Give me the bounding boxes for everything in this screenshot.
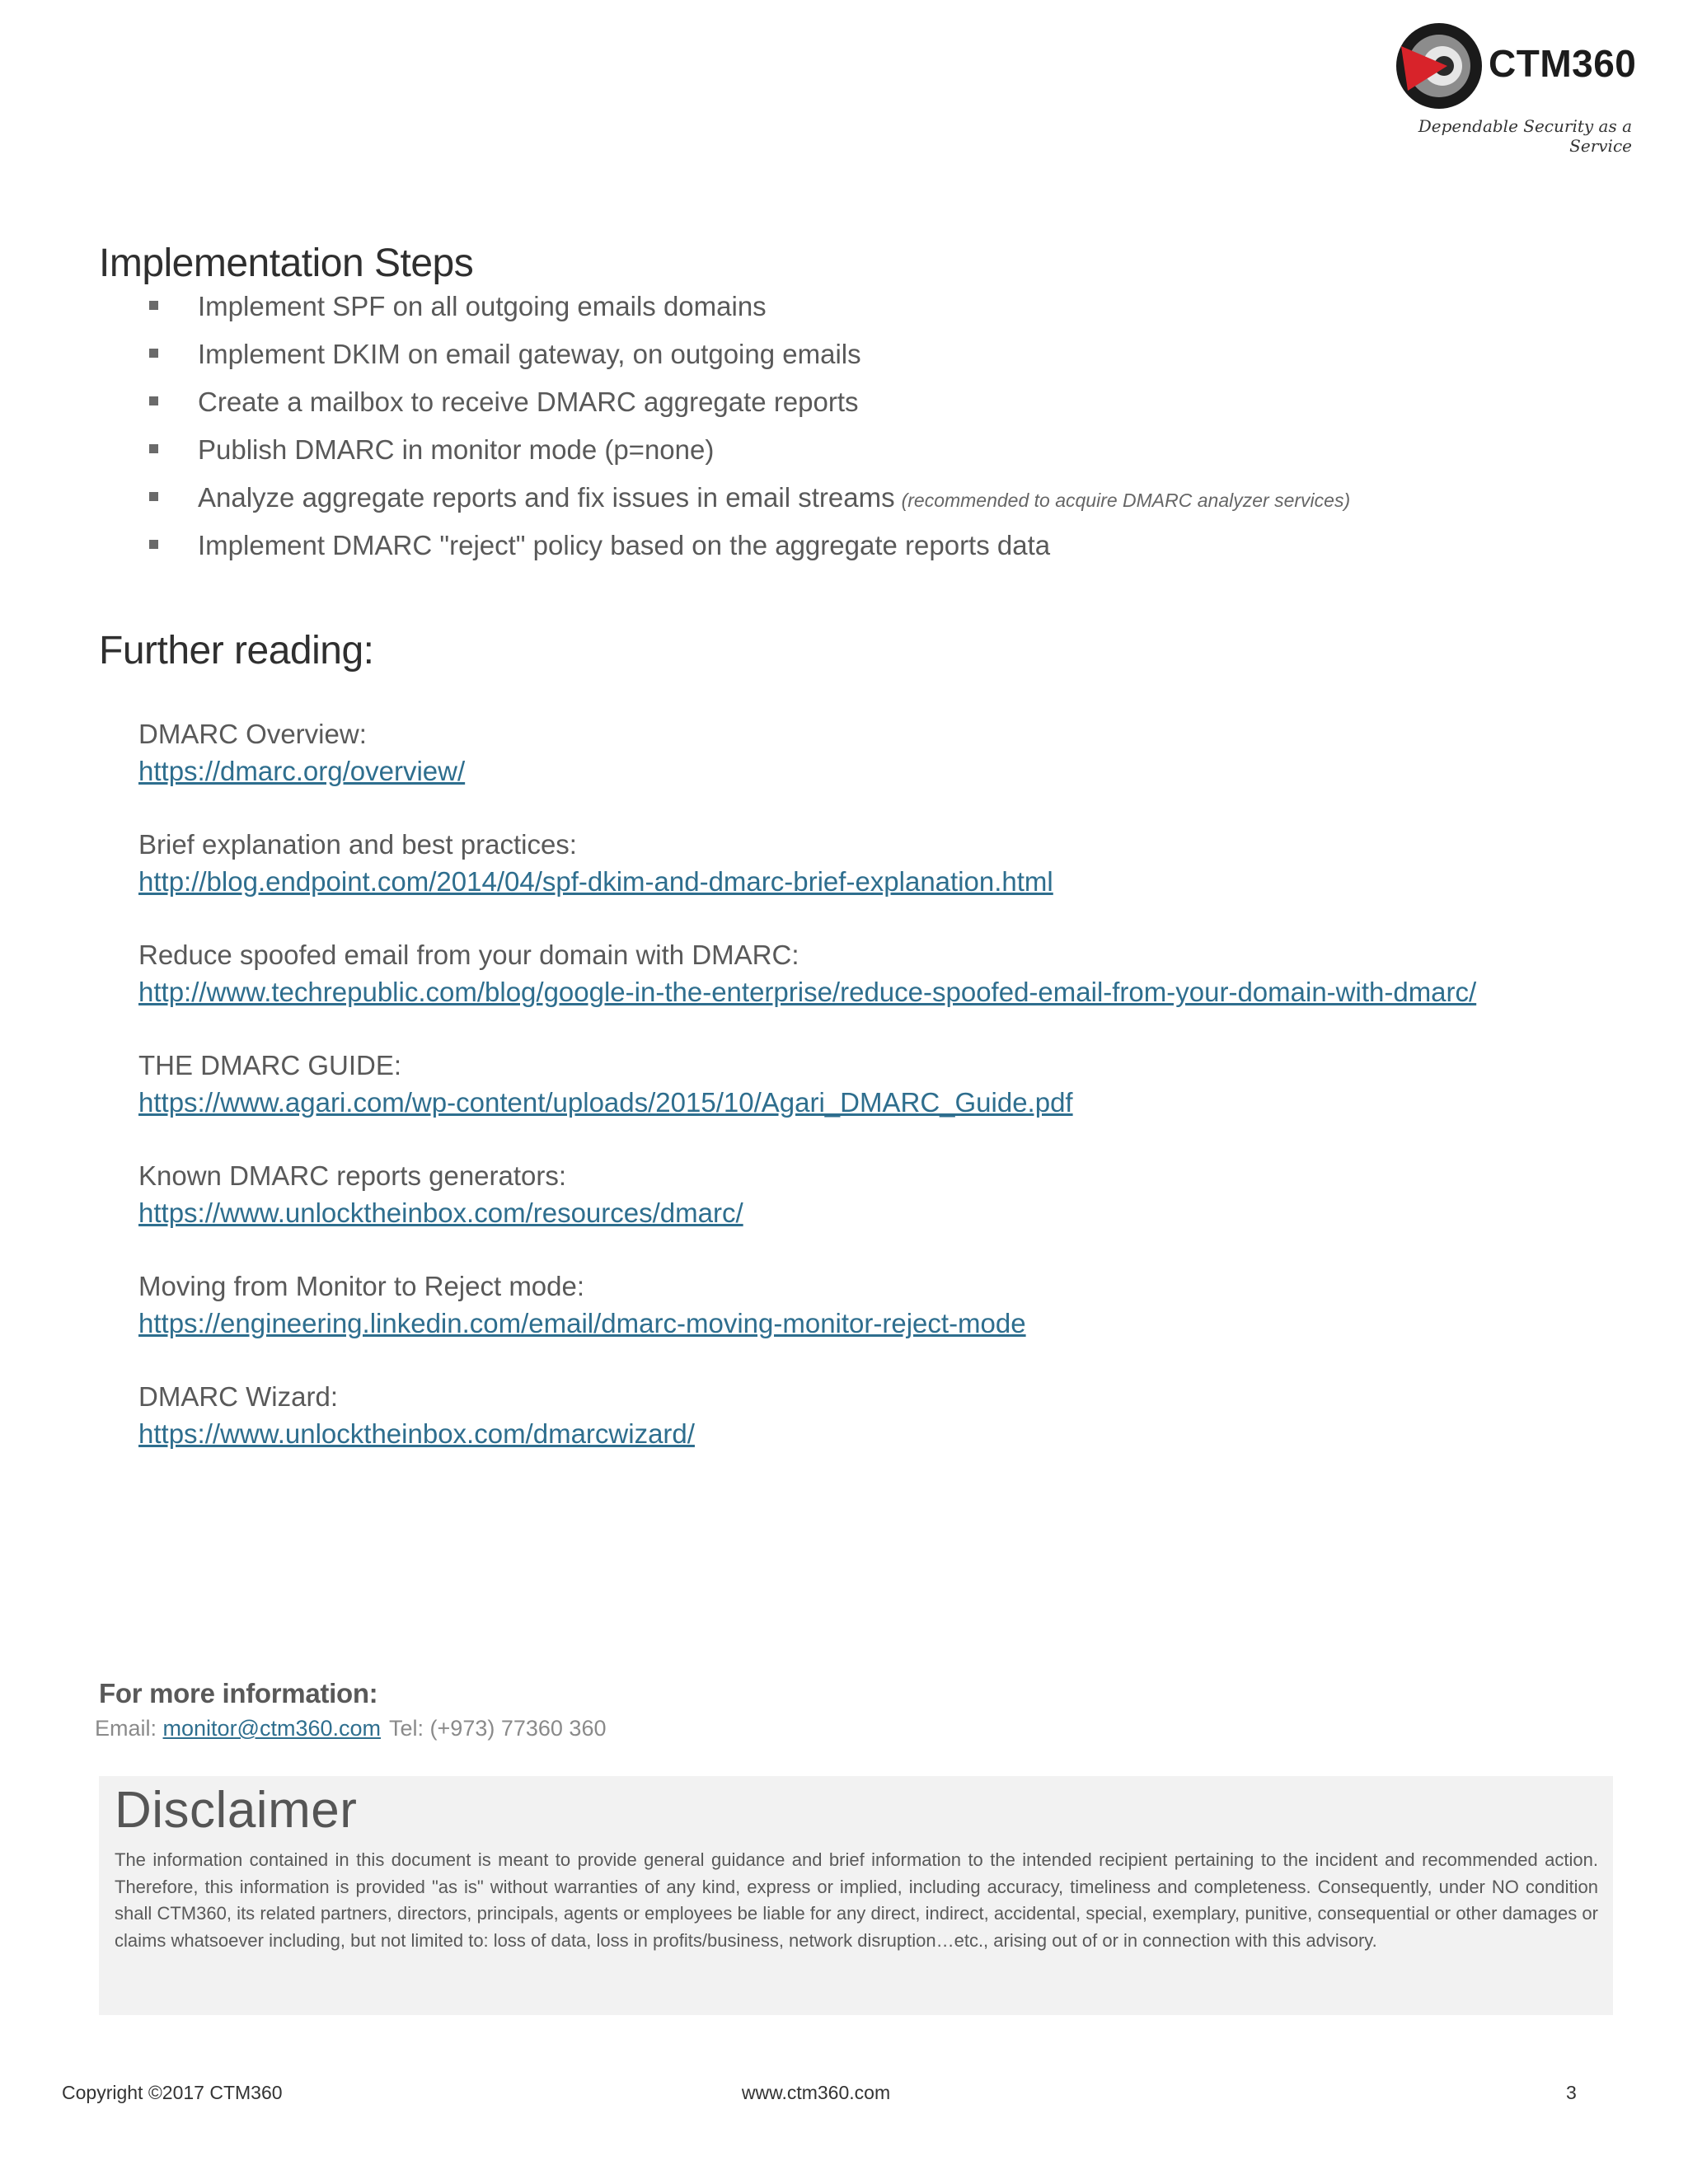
contact-line xyxy=(95,1716,606,1741)
footer-website: www.ctm360.com xyxy=(741,2082,891,2103)
square-bullet-icon xyxy=(149,492,158,501)
square-bullet-icon xyxy=(149,301,158,310)
step-text: Implement DKIM on email gateway, on outgoing emails xyxy=(198,339,861,369)
reading-label: Known DMARC reports generators: xyxy=(138,1160,567,1191)
telephone-text: Tel: (+973) 77360 360 xyxy=(389,1716,607,1741)
square-bullet-icon xyxy=(149,349,158,358)
list-item xyxy=(147,290,1548,338)
reading-link[interactable]: https://dmarc.org/overview/ xyxy=(138,756,466,786)
reading-label: Brief explanation and best practices: xyxy=(138,829,577,860)
reading-item xyxy=(138,1378,1622,1488)
list-item xyxy=(147,386,1548,434)
reading-label: Moving from Monitor to Reject mode: xyxy=(138,1271,585,1301)
reading-item xyxy=(138,1268,1622,1378)
disclaimer-body: The information contained in this document is meant to provide general guidance and brief information to the intended recipient pertaining to the incident and recommended action. Therefore, this information is provided "as is" without warranties of any kind, express or implied, including accuracy, timeliness and completeness. Consequently, under NO condition shall CTM360, its related partners, directors, principals, agents or employees be liable for any direct, indirect, accidental, special, exemplary, punitive, consequential or other damages or claims whatsoever including, but not limited to: loss of data, loss in profits/business, network disruption…etc., arising out of or in connection with this advisory. xyxy=(115,1849,1598,1951)
ctm360-logo xyxy=(1365,23,1637,156)
logo-tagline: Dependable Security as a Service xyxy=(1418,116,1632,156)
square-bullet-icon xyxy=(149,396,158,405)
disclaimer-title: Disclaimer xyxy=(115,1782,358,1839)
reading-link[interactable]: https://www.agari.com/wp-content/uploads/2015/10/Agari_DMARC_Guide.pdf xyxy=(138,1087,1073,1118)
ctm360-logo-icon xyxy=(1396,23,1482,109)
step-text: Publish DMARC in monitor mode (p=none) xyxy=(198,434,715,465)
step-text: Implement SPF on all outgoing emails domains xyxy=(198,291,767,321)
disclaimer-box xyxy=(99,1776,1613,2015)
reading-label: DMARC Overview: xyxy=(138,719,367,749)
further-reading-list xyxy=(138,715,1622,1488)
step-text: Implement DMARC "reject" policy based on the aggregate reports data xyxy=(198,530,1051,560)
further-reading-heading: Further reading: xyxy=(99,629,374,673)
reading-item xyxy=(138,826,1622,936)
reading-item xyxy=(138,936,1622,1047)
footer-page-number: 3 xyxy=(1566,2082,1577,2103)
more-info-heading: For more information: xyxy=(99,1678,378,1708)
footer-copyright: Copyright ©2017 CTM360 xyxy=(62,2082,283,2103)
reading-link[interactable]: http://www.techrepublic.com/blog/google-in-the-enterprise/reduce-spoofed-email-from-your-domain-with-dmarc/ xyxy=(138,977,1477,1007)
list-item xyxy=(147,434,1548,481)
reading-item xyxy=(138,715,1622,826)
step-text: Analyze aggregate reports and fix issues in email streams xyxy=(198,482,895,513)
reading-label: DMARC Wizard: xyxy=(138,1381,339,1412)
list-item xyxy=(147,481,1548,529)
reading-label: THE DMARC GUIDE: xyxy=(138,1050,402,1080)
logo-text: CTM360 xyxy=(1489,42,1637,85)
email-link[interactable]: monitor@ctm360.com xyxy=(162,1716,382,1741)
reading-link[interactable]: https://www.unlocktheinbox.com/dmarcwizard/ xyxy=(138,1418,695,1449)
step-text: Create a mailbox to receive DMARC aggregate reports xyxy=(198,387,859,417)
list-item xyxy=(147,529,1548,577)
reading-link[interactable]: https://engineering.linkedin.com/email/dmarc-moving-monitor-reject-mode xyxy=(138,1308,1026,1338)
reading-link[interactable]: https://www.unlocktheinbox.com/resources/dmarc/ xyxy=(138,1197,743,1228)
reading-item xyxy=(138,1157,1622,1268)
reading-item xyxy=(138,1047,1622,1157)
implementation-steps-heading: Implementation Steps xyxy=(99,241,474,285)
square-bullet-icon xyxy=(149,540,158,549)
implementation-steps-list xyxy=(147,290,1548,577)
square-bullet-icon xyxy=(149,444,158,453)
reading-label: Reduce spoofed email from your domain with DMARC: xyxy=(138,940,799,970)
list-item xyxy=(147,338,1548,386)
reading-link[interactable]: http://blog.endpoint.com/2014/04/spf-dkim-and-dmarc-brief-explanation.html xyxy=(138,866,1053,897)
step-note: (recommended to acquire DMARC analyzer services) xyxy=(901,490,1351,511)
email-label: Email: xyxy=(95,1716,163,1741)
